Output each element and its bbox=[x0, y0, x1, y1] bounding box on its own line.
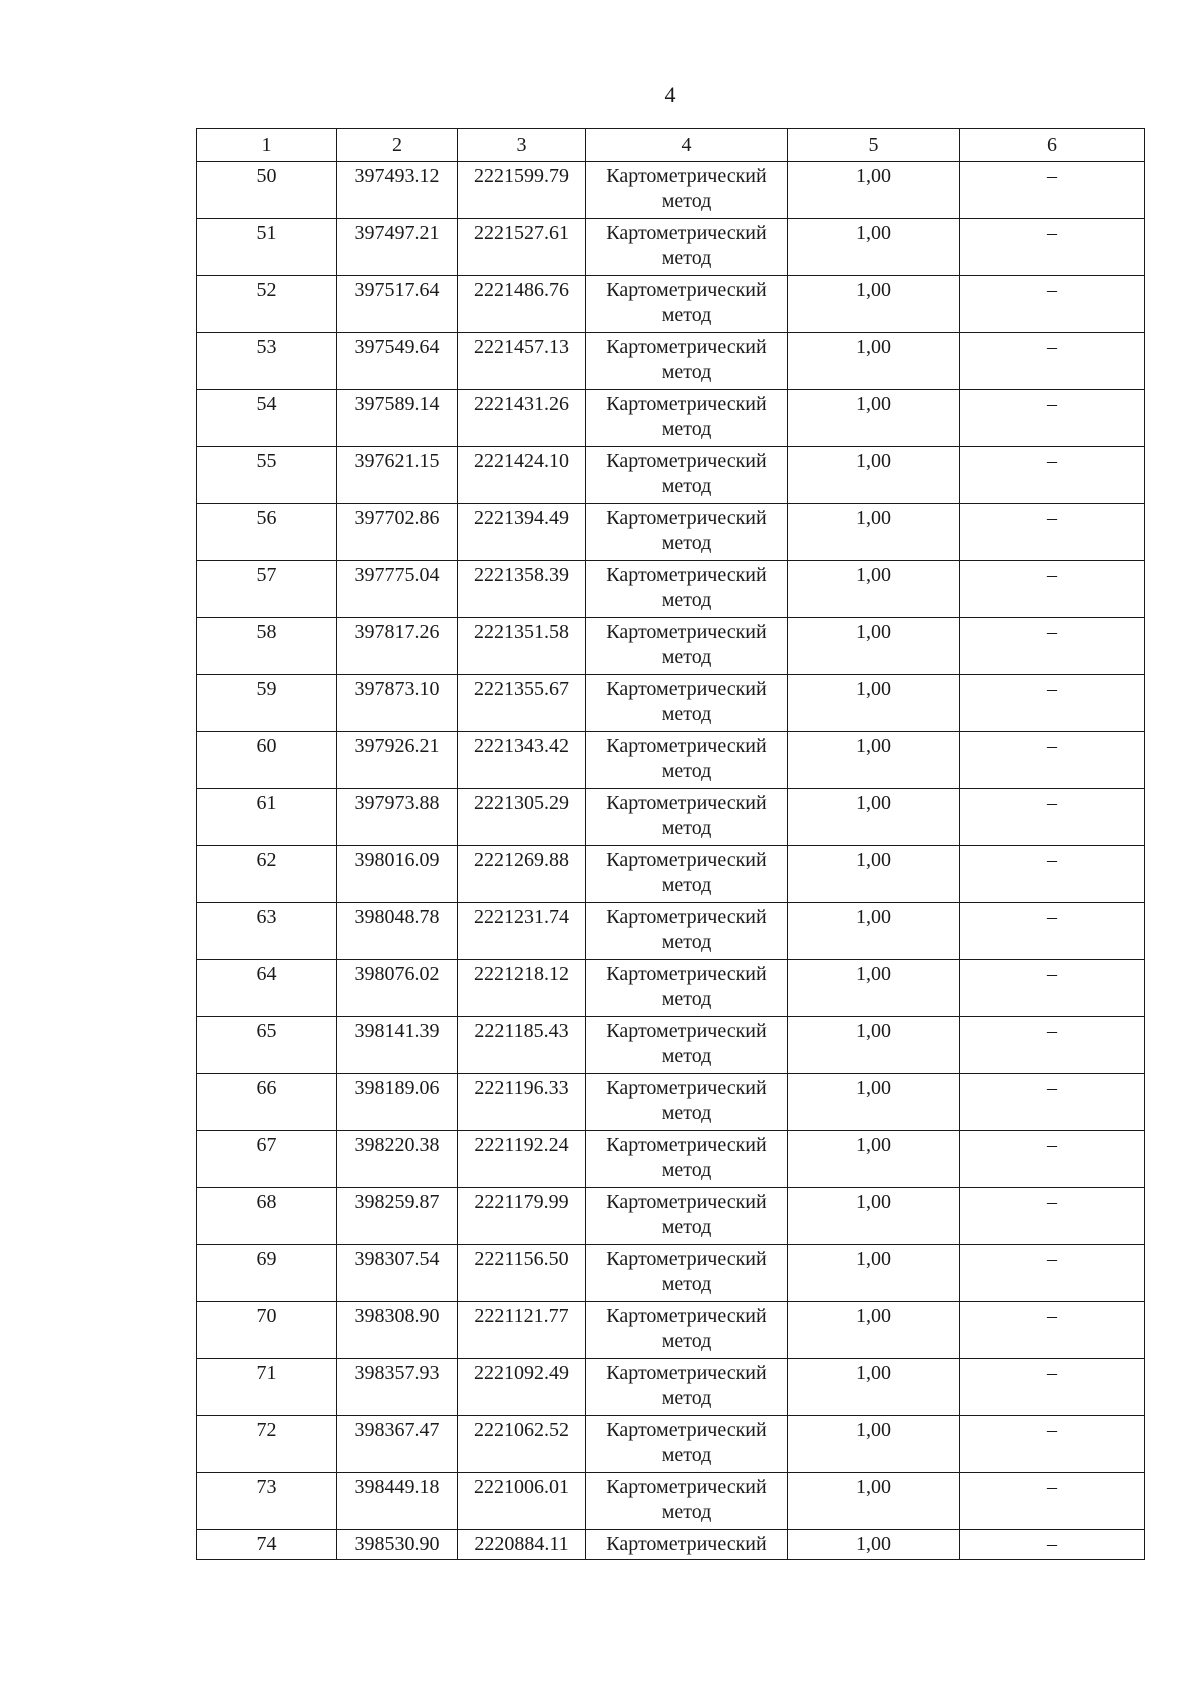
header-row bbox=[197, 129, 1145, 162]
table-row bbox=[197, 1530, 1145, 1560]
method-cell: Картометрический метод bbox=[586, 333, 788, 390]
table-row bbox=[197, 789, 1145, 846]
x-coordinate-cell: 398076.02 bbox=[337, 960, 458, 1017]
y-coordinate-cell: 2221351.58 bbox=[458, 618, 586, 675]
x-coordinate-cell: 398357.93 bbox=[337, 1359, 458, 1416]
table-row bbox=[197, 1245, 1145, 1302]
x-coordinate-cell: 398048.78 bbox=[337, 903, 458, 960]
x-coordinate-cell: 398449.18 bbox=[337, 1473, 458, 1530]
point-number-cell: 65 bbox=[197, 1017, 337, 1074]
accuracy-cell: 1,00 bbox=[788, 675, 960, 732]
page-number: 4 bbox=[664, 82, 676, 107]
accuracy-cell: 1,00 bbox=[788, 1188, 960, 1245]
y-coordinate-cell: 2221121.77 bbox=[458, 1302, 586, 1359]
table-body bbox=[197, 162, 1145, 1560]
note-cell: – bbox=[960, 1188, 1145, 1245]
point-number-cell: 50 bbox=[197, 162, 337, 219]
note-cell: – bbox=[960, 732, 1145, 789]
table-row bbox=[197, 903, 1145, 960]
method-cell: Картометрический метод bbox=[586, 1074, 788, 1131]
method-cell: Картометрический метод bbox=[586, 789, 788, 846]
point-number-cell: 53 bbox=[197, 333, 337, 390]
accuracy-cell: 1,00 bbox=[788, 1473, 960, 1530]
accuracy-cell: 1,00 bbox=[788, 162, 960, 219]
note-cell: – bbox=[960, 219, 1145, 276]
y-coordinate-cell: 2221218.12 bbox=[458, 960, 586, 1017]
point-number-cell: 55 bbox=[197, 447, 337, 504]
table-row bbox=[197, 618, 1145, 675]
accuracy-cell: 1,00 bbox=[788, 276, 960, 333]
method-cell: Картометрический метод bbox=[586, 1416, 788, 1473]
accuracy-cell: 1,00 bbox=[788, 504, 960, 561]
note-cell: – bbox=[960, 789, 1145, 846]
x-coordinate-cell: 398367.47 bbox=[337, 1416, 458, 1473]
accuracy-cell: 1,00 bbox=[788, 1359, 960, 1416]
point-number-cell: 59 bbox=[197, 675, 337, 732]
note-cell: – bbox=[960, 1359, 1145, 1416]
note-cell: – bbox=[960, 675, 1145, 732]
header-col-6: 6 bbox=[960, 129, 1145, 162]
point-number-cell: 71 bbox=[197, 1359, 337, 1416]
note-cell: – bbox=[960, 162, 1145, 219]
header-col-2: 2 bbox=[337, 129, 458, 162]
x-coordinate-cell: 397517.64 bbox=[337, 276, 458, 333]
y-coordinate-cell: 2220884.11 bbox=[458, 1530, 586, 1560]
note-cell: – bbox=[960, 561, 1145, 618]
method-cell: Картометрический метод bbox=[586, 675, 788, 732]
point-number-cell: 61 bbox=[197, 789, 337, 846]
note-cell: – bbox=[960, 1416, 1145, 1473]
method-cell: Картометрический метод bbox=[586, 276, 788, 333]
header-col-5: 5 bbox=[788, 129, 960, 162]
accuracy-cell: 1,00 bbox=[788, 1245, 960, 1302]
table-row bbox=[197, 1131, 1145, 1188]
point-number-cell: 73 bbox=[197, 1473, 337, 1530]
point-number-cell: 57 bbox=[197, 561, 337, 618]
x-coordinate-cell: 397621.15 bbox=[337, 447, 458, 504]
point-number-cell: 63 bbox=[197, 903, 337, 960]
note-cell: – bbox=[960, 504, 1145, 561]
accuracy-cell: 1,00 bbox=[788, 846, 960, 903]
point-number-cell: 62 bbox=[197, 846, 337, 903]
method-cell: Картометрический метод bbox=[586, 1245, 788, 1302]
note-cell: – bbox=[960, 1245, 1145, 1302]
method-cell: Картометрический метод bbox=[586, 1188, 788, 1245]
coordinates-table bbox=[196, 128, 1145, 1560]
method-cell: Картометрический метод bbox=[586, 162, 788, 219]
accuracy-cell: 1,00 bbox=[788, 903, 960, 960]
method-cell: Картометрический метод bbox=[586, 846, 788, 903]
method-cell: Картометрический bbox=[586, 1530, 788, 1560]
table-row bbox=[197, 1359, 1145, 1416]
note-cell: – bbox=[960, 1074, 1145, 1131]
method-cell: Картометрический метод bbox=[586, 504, 788, 561]
header-col-1: 1 bbox=[197, 129, 337, 162]
accuracy-cell: 1,00 bbox=[788, 1416, 960, 1473]
y-coordinate-cell: 2221062.52 bbox=[458, 1416, 586, 1473]
accuracy-cell: 1,00 bbox=[788, 1530, 960, 1560]
accuracy-cell: 1,00 bbox=[788, 219, 960, 276]
table-row bbox=[197, 504, 1145, 561]
y-coordinate-cell: 2221092.49 bbox=[458, 1359, 586, 1416]
method-cell: Картометрический метод bbox=[586, 447, 788, 504]
x-coordinate-cell: 397549.64 bbox=[337, 333, 458, 390]
table-row bbox=[197, 675, 1145, 732]
note-cell: – bbox=[960, 333, 1145, 390]
table-row bbox=[197, 219, 1145, 276]
x-coordinate-cell: 397775.04 bbox=[337, 561, 458, 618]
point-number-cell: 67 bbox=[197, 1131, 337, 1188]
method-cell: Картометрический метод bbox=[586, 960, 788, 1017]
note-cell: – bbox=[960, 1017, 1145, 1074]
table-header bbox=[197, 129, 1145, 162]
x-coordinate-cell: 397973.88 bbox=[337, 789, 458, 846]
note-cell: – bbox=[960, 276, 1145, 333]
header-col-4: 4 bbox=[586, 129, 788, 162]
method-cell: Картометрический метод bbox=[586, 618, 788, 675]
x-coordinate-cell: 397873.10 bbox=[337, 675, 458, 732]
accuracy-cell: 1,00 bbox=[788, 333, 960, 390]
y-coordinate-cell: 2221343.42 bbox=[458, 732, 586, 789]
method-cell: Картометрический метод bbox=[586, 1473, 788, 1530]
x-coordinate-cell: 398307.54 bbox=[337, 1245, 458, 1302]
accuracy-cell: 1,00 bbox=[788, 561, 960, 618]
point-number-cell: 54 bbox=[197, 390, 337, 447]
table-row bbox=[197, 846, 1145, 903]
x-coordinate-cell: 397589.14 bbox=[337, 390, 458, 447]
table-row bbox=[197, 1017, 1145, 1074]
y-coordinate-cell: 2221457.13 bbox=[458, 333, 586, 390]
note-cell: – bbox=[960, 960, 1145, 1017]
x-coordinate-cell: 398189.06 bbox=[337, 1074, 458, 1131]
x-coordinate-cell: 398016.09 bbox=[337, 846, 458, 903]
y-coordinate-cell: 2221231.74 bbox=[458, 903, 586, 960]
note-cell: – bbox=[960, 1131, 1145, 1188]
note-cell: – bbox=[960, 903, 1145, 960]
accuracy-cell: 1,00 bbox=[788, 1131, 960, 1188]
point-number-cell: 74 bbox=[197, 1530, 337, 1560]
x-coordinate-cell: 397497.21 bbox=[337, 219, 458, 276]
x-coordinate-cell: 398141.39 bbox=[337, 1017, 458, 1074]
x-coordinate-cell: 397702.86 bbox=[337, 504, 458, 561]
point-number-cell: 70 bbox=[197, 1302, 337, 1359]
y-coordinate-cell: 2221006.01 bbox=[458, 1473, 586, 1530]
y-coordinate-cell: 2221156.50 bbox=[458, 1245, 586, 1302]
x-coordinate-cell: 397926.21 bbox=[337, 732, 458, 789]
y-coordinate-cell: 2221305.29 bbox=[458, 789, 586, 846]
table-row bbox=[197, 1416, 1145, 1473]
x-coordinate-cell: 398308.90 bbox=[337, 1302, 458, 1359]
point-number-cell: 69 bbox=[197, 1245, 337, 1302]
accuracy-cell: 1,00 bbox=[788, 390, 960, 447]
table-row bbox=[197, 1473, 1145, 1530]
note-cell: – bbox=[960, 1530, 1145, 1560]
table-row bbox=[197, 390, 1145, 447]
accuracy-cell: 1,00 bbox=[788, 1017, 960, 1074]
header-col-3: 3 bbox=[458, 129, 586, 162]
table-row bbox=[197, 960, 1145, 1017]
accuracy-cell: 1,00 bbox=[788, 732, 960, 789]
y-coordinate-cell: 2221424.10 bbox=[458, 447, 586, 504]
accuracy-cell: 1,00 bbox=[788, 447, 960, 504]
x-coordinate-cell: 398530.90 bbox=[337, 1530, 458, 1560]
point-number-cell: 52 bbox=[197, 276, 337, 333]
y-coordinate-cell: 2221269.88 bbox=[458, 846, 586, 903]
accuracy-cell: 1,00 bbox=[788, 618, 960, 675]
accuracy-cell: 1,00 bbox=[788, 789, 960, 846]
accuracy-cell: 1,00 bbox=[788, 1074, 960, 1131]
table-row bbox=[197, 732, 1145, 789]
point-number-cell: 72 bbox=[197, 1416, 337, 1473]
point-number-cell: 64 bbox=[197, 960, 337, 1017]
table-row bbox=[197, 561, 1145, 618]
table-row bbox=[197, 1074, 1145, 1131]
point-number-cell: 51 bbox=[197, 219, 337, 276]
x-coordinate-cell: 398259.87 bbox=[337, 1188, 458, 1245]
method-cell: Картометрический метод bbox=[586, 1131, 788, 1188]
point-number-cell: 56 bbox=[197, 504, 337, 561]
note-cell: – bbox=[960, 390, 1145, 447]
point-number-cell: 66 bbox=[197, 1074, 337, 1131]
point-number-cell: 58 bbox=[197, 618, 337, 675]
table-row bbox=[197, 276, 1145, 333]
table-row bbox=[197, 1302, 1145, 1359]
method-cell: Картометрический метод bbox=[586, 1359, 788, 1416]
method-cell: Картометрический метод bbox=[586, 903, 788, 960]
y-coordinate-cell: 2221394.49 bbox=[458, 504, 586, 561]
accuracy-cell: 1,00 bbox=[788, 1302, 960, 1359]
y-coordinate-cell: 2221196.33 bbox=[458, 1074, 586, 1131]
method-cell: Картометрический метод bbox=[586, 219, 788, 276]
table-row bbox=[197, 333, 1145, 390]
point-number-cell: 60 bbox=[197, 732, 337, 789]
y-coordinate-cell: 2221599.79 bbox=[458, 162, 586, 219]
y-coordinate-cell: 2221431.26 bbox=[458, 390, 586, 447]
y-coordinate-cell: 2221358.39 bbox=[458, 561, 586, 618]
y-coordinate-cell: 2221486.76 bbox=[458, 276, 586, 333]
table-row bbox=[197, 447, 1145, 504]
x-coordinate-cell: 398220.38 bbox=[337, 1131, 458, 1188]
method-cell: Картометрический метод bbox=[586, 732, 788, 789]
y-coordinate-cell: 2221179.99 bbox=[458, 1188, 586, 1245]
accuracy-cell: 1,00 bbox=[788, 960, 960, 1017]
table-row bbox=[197, 162, 1145, 219]
method-cell: Картометрический метод bbox=[586, 561, 788, 618]
y-coordinate-cell: 2221185.43 bbox=[458, 1017, 586, 1074]
note-cell: – bbox=[960, 618, 1145, 675]
method-cell: Картометрический метод bbox=[586, 1017, 788, 1074]
note-cell: – bbox=[960, 1473, 1145, 1530]
note-cell: – bbox=[960, 447, 1145, 504]
note-cell: – bbox=[960, 846, 1145, 903]
point-number-cell: 68 bbox=[197, 1188, 337, 1245]
x-coordinate-cell: 397817.26 bbox=[337, 618, 458, 675]
x-coordinate-cell: 397493.12 bbox=[337, 162, 458, 219]
note-cell: – bbox=[960, 1302, 1145, 1359]
y-coordinate-cell: 2221192.24 bbox=[458, 1131, 586, 1188]
y-coordinate-cell: 2221355.67 bbox=[458, 675, 586, 732]
method-cell: Картометрический метод bbox=[586, 1302, 788, 1359]
method-cell: Картометрический метод bbox=[586, 390, 788, 447]
y-coordinate-cell: 2221527.61 bbox=[458, 219, 586, 276]
table-row bbox=[197, 1188, 1145, 1245]
